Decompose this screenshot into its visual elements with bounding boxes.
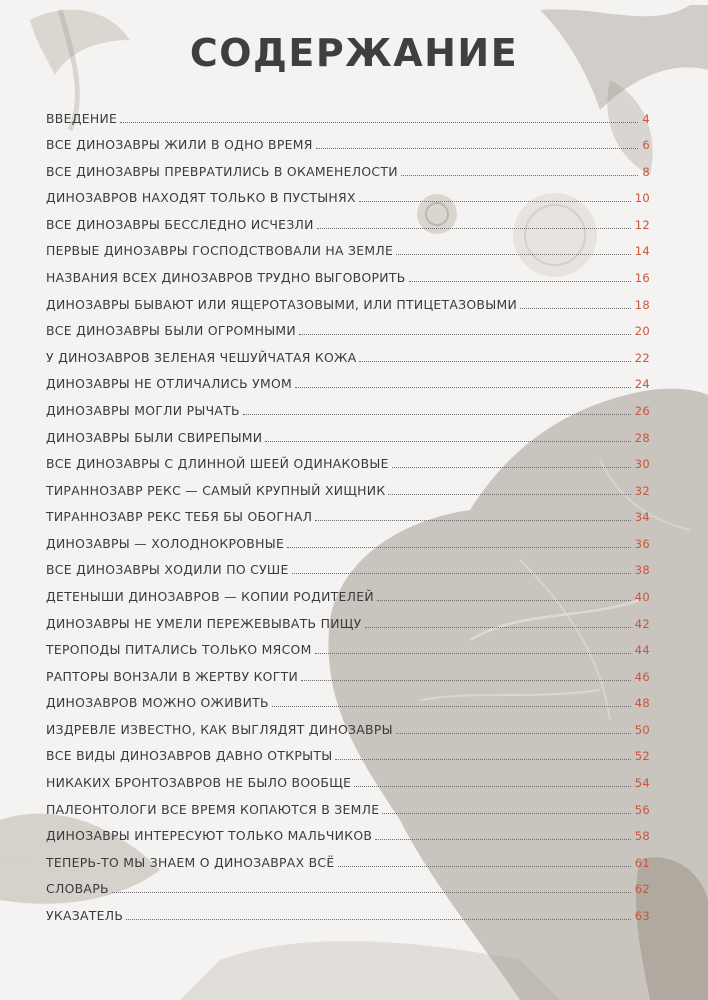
toc-entry-title: ДИНОЗАВРЫ БЫВАЮТ ИЛИ ЯЩЕРОТАЗОВЫМИ, ИЛИ ПТИЦЕТАЗОВЫМИ	[46, 296, 518, 312]
dot-leader	[287, 547, 631, 548]
toc-entry-page-number: 6	[642, 138, 650, 153]
toc-entry[interactable]	[46, 209, 650, 236]
toc-entry[interactable]	[46, 236, 650, 263]
dot-leader	[120, 122, 638, 123]
toc-entry-page-number: 18	[634, 297, 650, 312]
toc-entry-page-number: 44	[634, 643, 650, 658]
toc-entry-title: ВВЕДЕНИЕ	[46, 110, 118, 126]
toc-entry-title: ИЗДРЕВЛЕ ИЗВЕСТНО, КАК ВЫГЛЯДЯТ ДИНОЗАВРЫ	[46, 721, 393, 737]
dot-leader	[292, 573, 631, 574]
toc-entry[interactable]	[46, 316, 650, 343]
toc-entry-title: ТИРАННОЗАВР РЕКС — САМЫЙ КРУПНЫЙ ХИЩНИК	[46, 482, 386, 498]
toc-entry-title: ПЕРВЫЕ ДИНОЗАВРЫ ГОСПОДСТВОВАЛИ НА ЗЕМЛЕ	[46, 243, 394, 259]
dot-leader	[409, 281, 631, 282]
toc-entry-page-number: 52	[634, 749, 650, 764]
toc-entry[interactable]	[46, 103, 650, 130]
dot-leader	[126, 919, 631, 920]
toc-entry-title: У ДИНОЗАВРОВ ЗЕЛЕНАЯ ЧЕШУЙЧАТАЯ КОЖА	[46, 349, 357, 365]
toc-entry-title: НИКАКИХ БРОНТОЗАВРОВ НЕ БЫЛО ВООБЩЕ	[46, 775, 352, 791]
dot-leader	[295, 387, 631, 388]
dot-leader	[520, 308, 631, 309]
dot-leader	[112, 892, 631, 893]
dot-leader	[354, 786, 631, 787]
toc-entry[interactable]	[46, 502, 650, 529]
toc-entry-page-number: 12	[634, 217, 650, 232]
dot-leader	[301, 680, 631, 681]
dot-leader	[317, 228, 631, 229]
dot-leader	[316, 148, 639, 149]
toc-entry[interactable]	[46, 847, 650, 874]
toc-entry-title: ВСЕ ДИНОЗАВРЫ ПРЕВРАТИЛИСЬ В ОКАМЕНЕЛОСТИ	[46, 163, 398, 179]
toc-entry-page-number: 22	[634, 350, 650, 365]
toc-entry-page-number: 46	[634, 669, 650, 684]
toc-entry[interactable]	[46, 661, 650, 688]
toc-entry-page-number: 28	[634, 430, 650, 445]
toc-entry-page-number: 8	[642, 164, 650, 179]
toc-entry-page-number: 4	[642, 111, 650, 126]
toc-entry-page-number: 62	[634, 882, 650, 897]
toc-entry-title: ДИНОЗАВРЫ — ХОЛОДНОКРОВНЫЕ	[46, 535, 285, 551]
toc-entry[interactable]	[46, 874, 650, 901]
toc-entry[interactable]	[46, 900, 650, 927]
toc-entry-page-number: 14	[634, 244, 650, 259]
toc-entry-title: ТИРАННОЗАВР РЕКС ТЕБЯ БЫ ОБОГНАЛ	[46, 509, 313, 525]
toc-entry[interactable]	[46, 635, 650, 662]
toc-entry-page-number: 61	[634, 855, 650, 870]
toc-entry[interactable]	[46, 555, 650, 582]
toc-entry[interactable]	[46, 581, 650, 608]
toc-entry-title: РАПТОРЫ ВОНЗАЛИ В ЖЕРТВУ КОГТИ	[46, 668, 299, 684]
toc-entry-title: ТЕПЕРЬ-ТО МЫ ЗНАЕМ О ДИНОЗАВРАХ ВСЁ	[46, 854, 335, 870]
toc-entry[interactable]	[46, 608, 650, 635]
toc-entry-title: ДИНОЗАВРЫ МОГЛИ РЫЧАТЬ	[46, 402, 240, 418]
dot-leader	[396, 254, 631, 255]
toc-entry[interactable]	[46, 741, 650, 768]
toc-entry-title: ДИНОЗАВРЫ НЕ УМЕЛИ ПЕРЕЖЕВЫВАТЬ ПИЩУ	[46, 615, 362, 631]
toc-entry-page-number: 10	[634, 191, 650, 206]
toc-entry-page-number: 26	[634, 403, 650, 418]
toc-entry-title: ПАЛЕОНТОЛОГИ ВСЕ ВРЕМЯ КОПАЮТСЯ В ЗЕМЛЕ	[46, 801, 380, 817]
dot-leader	[243, 414, 631, 415]
dot-leader	[338, 866, 631, 867]
toc-entry-title: ВСЕ ДИНОЗАВРЫ БЕССЛЕДНО ИСЧЕЗЛИ	[46, 216, 314, 232]
toc-entry-title: ДЕТЕНЫШИ ДИНОЗАВРОВ — КОПИИ РОДИТЕЛЕЙ	[46, 588, 374, 604]
toc-entry-title: ДИНОЗАВРЫ БЫЛИ СВИРЕПЫМИ	[46, 429, 263, 445]
toc-entry-page-number: 48	[634, 696, 650, 711]
toc-entry-title: ВСЕ ДИНОЗАВРЫ ХОДИЛИ ПО СУШЕ	[46, 562, 289, 578]
toc-entry[interactable]	[46, 475, 650, 502]
toc-entry-page-number: 32	[634, 483, 650, 498]
toc-entry-page-number: 34	[634, 510, 650, 525]
toc-entry-page-number: 20	[634, 324, 650, 339]
toc-entry[interactable]	[46, 767, 650, 794]
dot-leader	[382, 813, 630, 814]
toc-entry-page-number: 50	[634, 722, 650, 737]
toc-entry-title: УКАЗАТЕЛЬ	[46, 907, 124, 923]
toc-entry[interactable]	[46, 395, 650, 422]
dot-leader	[392, 467, 631, 468]
toc-entry-title: ВСЕ ДИНОЗАВРЫ БЫЛИ ОГРОМНЫМИ	[46, 323, 296, 339]
toc-entry-page-number: 54	[634, 776, 650, 791]
table-of-contents	[46, 103, 650, 927]
toc-entry-title: ДИНОЗАВРОВ НАХОДЯТ ТОЛЬКО В ПУСТЫНЯХ	[46, 190, 356, 206]
toc-entry[interactable]	[46, 449, 650, 476]
toc-entry[interactable]	[46, 422, 650, 449]
toc-entry-page-number: 36	[634, 536, 650, 551]
dot-leader	[396, 733, 631, 734]
dot-leader	[375, 839, 631, 840]
toc-entry-title: ДИНОЗАВРЫ ИНТЕРЕСУЮТ ТОЛЬКО МАЛЬЧИКОВ	[46, 828, 373, 844]
toc-entry[interactable]	[46, 342, 650, 369]
toc-entry[interactable]	[46, 130, 650, 157]
dot-leader	[401, 175, 639, 176]
toc-entry-title: ВСЕ ДИНОЗАВРЫ ЖИЛИ В ОДНО ВРЕМЯ	[46, 137, 313, 153]
toc-entry-title: СЛОВАРЬ	[46, 881, 109, 897]
dot-leader	[315, 653, 631, 654]
dot-leader	[359, 201, 631, 202]
toc-entry[interactable]	[46, 528, 650, 555]
toc-entry-page-number: 58	[634, 829, 650, 844]
toc-entry-title: ДИНОЗАВРЫ НЕ ОТЛИЧАЛИСЬ УМОМ	[46, 376, 293, 392]
toc-entry[interactable]	[46, 688, 650, 715]
toc-entry[interactable]	[46, 794, 650, 821]
dot-leader	[265, 441, 630, 442]
dot-leader	[388, 494, 630, 495]
toc-entry-title: ТЕРОПОДЫ ПИТАЛИСЬ ТОЛЬКО МЯСОМ	[46, 642, 312, 658]
toc-entry-title: ДИНОЗАВРОВ МОЖНО ОЖИВИТЬ	[46, 695, 269, 711]
toc-entry[interactable]	[46, 183, 650, 210]
dot-leader	[359, 361, 630, 362]
toc-entry-page-number: 24	[634, 377, 650, 392]
dot-leader	[315, 520, 630, 521]
toc-entry[interactable]	[46, 156, 650, 183]
toc-entry-page-number: 56	[634, 802, 650, 817]
dot-leader	[272, 706, 631, 707]
toc-entry-title: ВСЕ ДИНОЗАВРЫ С ДЛИННОЙ ШЕЕЙ ОДИНАКОВЫЕ	[46, 456, 389, 472]
page-title: СОДЕРЖАНИЕ	[189, 31, 519, 75]
toc-entry-page-number: 63	[634, 908, 650, 923]
toc-entry[interactable]	[46, 289, 650, 316]
toc-entry[interactable]	[46, 262, 650, 289]
toc-entry[interactable]	[46, 369, 650, 396]
toc-entry-page-number: 38	[634, 563, 650, 578]
toc-entry-page-number: 40	[634, 589, 650, 604]
toc-entry[interactable]	[46, 714, 650, 741]
toc-entry-title: ВСЕ ВИДЫ ДИНОЗАВРОВ ДАВНО ОТКРЫТЫ	[46, 748, 333, 764]
dot-leader	[299, 334, 631, 335]
dot-leader	[377, 600, 631, 601]
toc-entry[interactable]	[46, 821, 650, 848]
toc-entry-page-number: 42	[634, 616, 650, 631]
toc-entry-page-number: 16	[634, 271, 650, 286]
toc-entry-title: НАЗВАНИЯ ВСЕХ ДИНОЗАВРОВ ТРУДНО ВЫГОВОРИТЬ	[46, 270, 406, 286]
dot-leader	[365, 627, 631, 628]
dot-leader	[335, 759, 630, 760]
toc-entry-page-number: 30	[634, 457, 650, 472]
